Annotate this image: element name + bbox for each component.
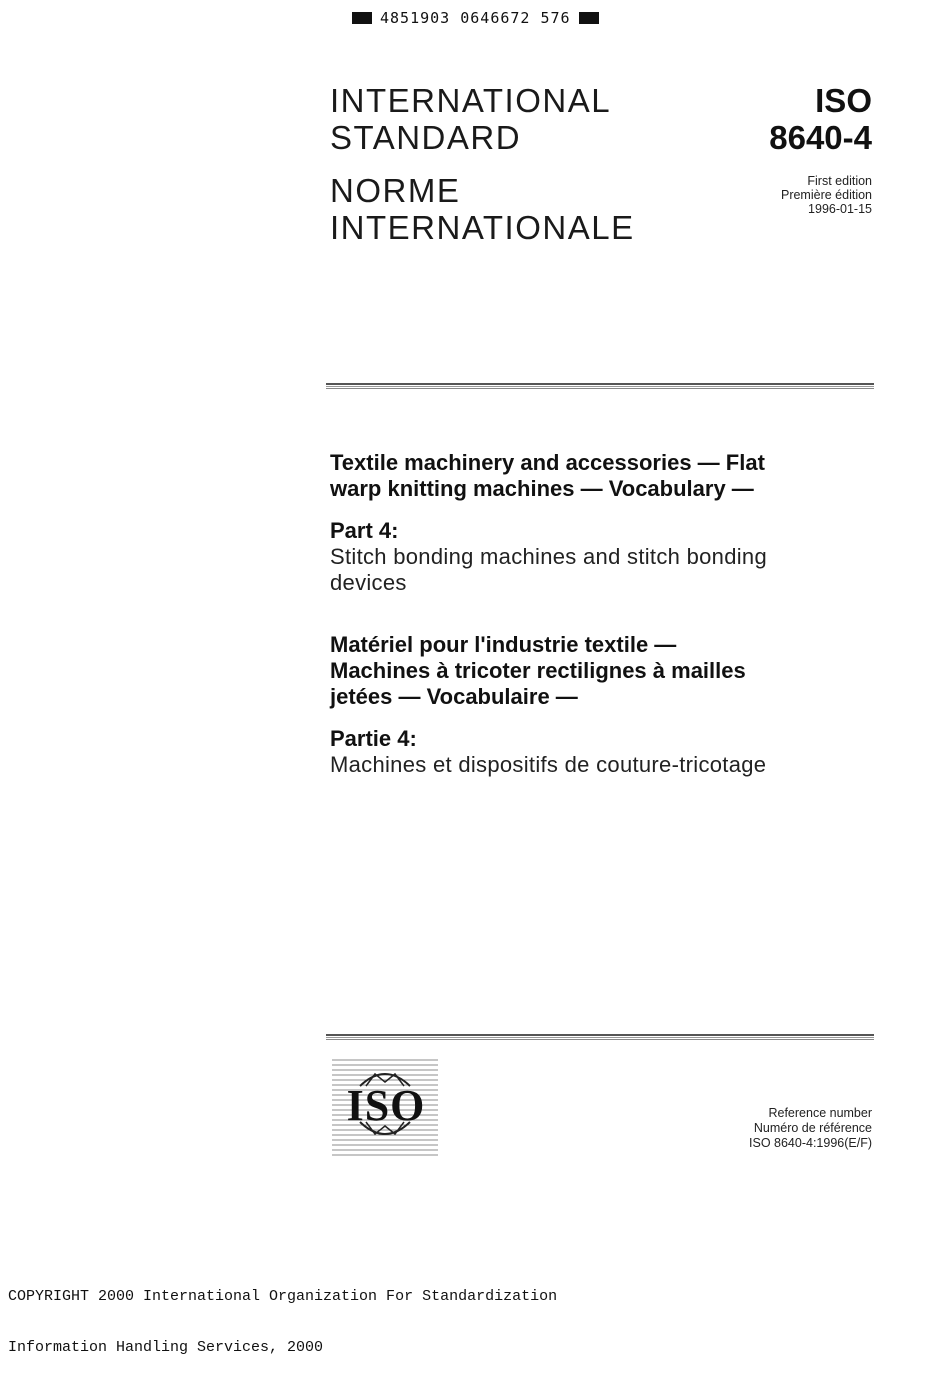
edition-fr: Première édition [780, 188, 872, 202]
french-title-line2: Machines à tricoter rectilignes à mailles [330, 658, 746, 683]
standard-title-english [330, 82, 611, 156]
barcode-line [352, 8, 599, 28]
edition-date: 1996-01-15 [808, 202, 872, 216]
iso-number-block [769, 82, 872, 156]
english-title [330, 450, 890, 502]
copyright-line1: COPYRIGHT 2000 International Organization For Standardization [8, 1288, 558, 1305]
title-fr-line1: NORME [330, 172, 461, 209]
title-fr-line2: INTERNATIONALE [330, 209, 635, 246]
iso-logo-text: ISO [346, 1081, 426, 1130]
copyright-line2: Information Handling Services, 2000 [8, 1339, 324, 1356]
barcode-block-right [579, 12, 599, 24]
english-part-label: Part 4: [330, 518, 399, 543]
french-title-line3: jetées — Vocabulaire — [330, 684, 578, 709]
title-en-line2: STANDARD [330, 119, 522, 156]
french-part-line1: Machines et dispositifs de couture-tricotage [330, 752, 767, 777]
document-titles [330, 450, 890, 778]
reference-label-en: Reference number [768, 1106, 872, 1120]
barcode-block-left [352, 12, 372, 24]
french-part-label: Partie 4: [330, 726, 417, 751]
edition-block [781, 174, 872, 216]
copyright-footer [8, 1254, 557, 1373]
english-part-line1: Stitch bonding machines and stitch bonding [330, 544, 767, 569]
french-title-line1: Matériel pour l'industrie textile — [330, 632, 677, 657]
edition-en: First edition [807, 174, 872, 188]
english-part-line2: devices [330, 570, 407, 595]
reference-block [749, 1106, 872, 1151]
title-en-line1: INTERNATIONAL [330, 82, 612, 119]
reference-label-fr: Numéro de référence [753, 1121, 872, 1135]
divider-top [326, 383, 874, 389]
barcode-text: 4851903 0646672 576 [380, 9, 571, 27]
divider-bottom [326, 1034, 874, 1040]
reference-number: ISO 8640-4:1996(E/F) [749, 1136, 872, 1150]
french-title [330, 632, 890, 710]
iso-logo-icon [330, 1056, 440, 1158]
english-title-line2: warp knitting machines — Vocabulary — [330, 476, 754, 501]
iso-number: 8640-4 [769, 119, 872, 156]
english-title-line1: Textile machinery and accessories — Flat [330, 450, 765, 475]
standard-title-french [330, 172, 635, 246]
iso-label: ISO [815, 82, 872, 119]
